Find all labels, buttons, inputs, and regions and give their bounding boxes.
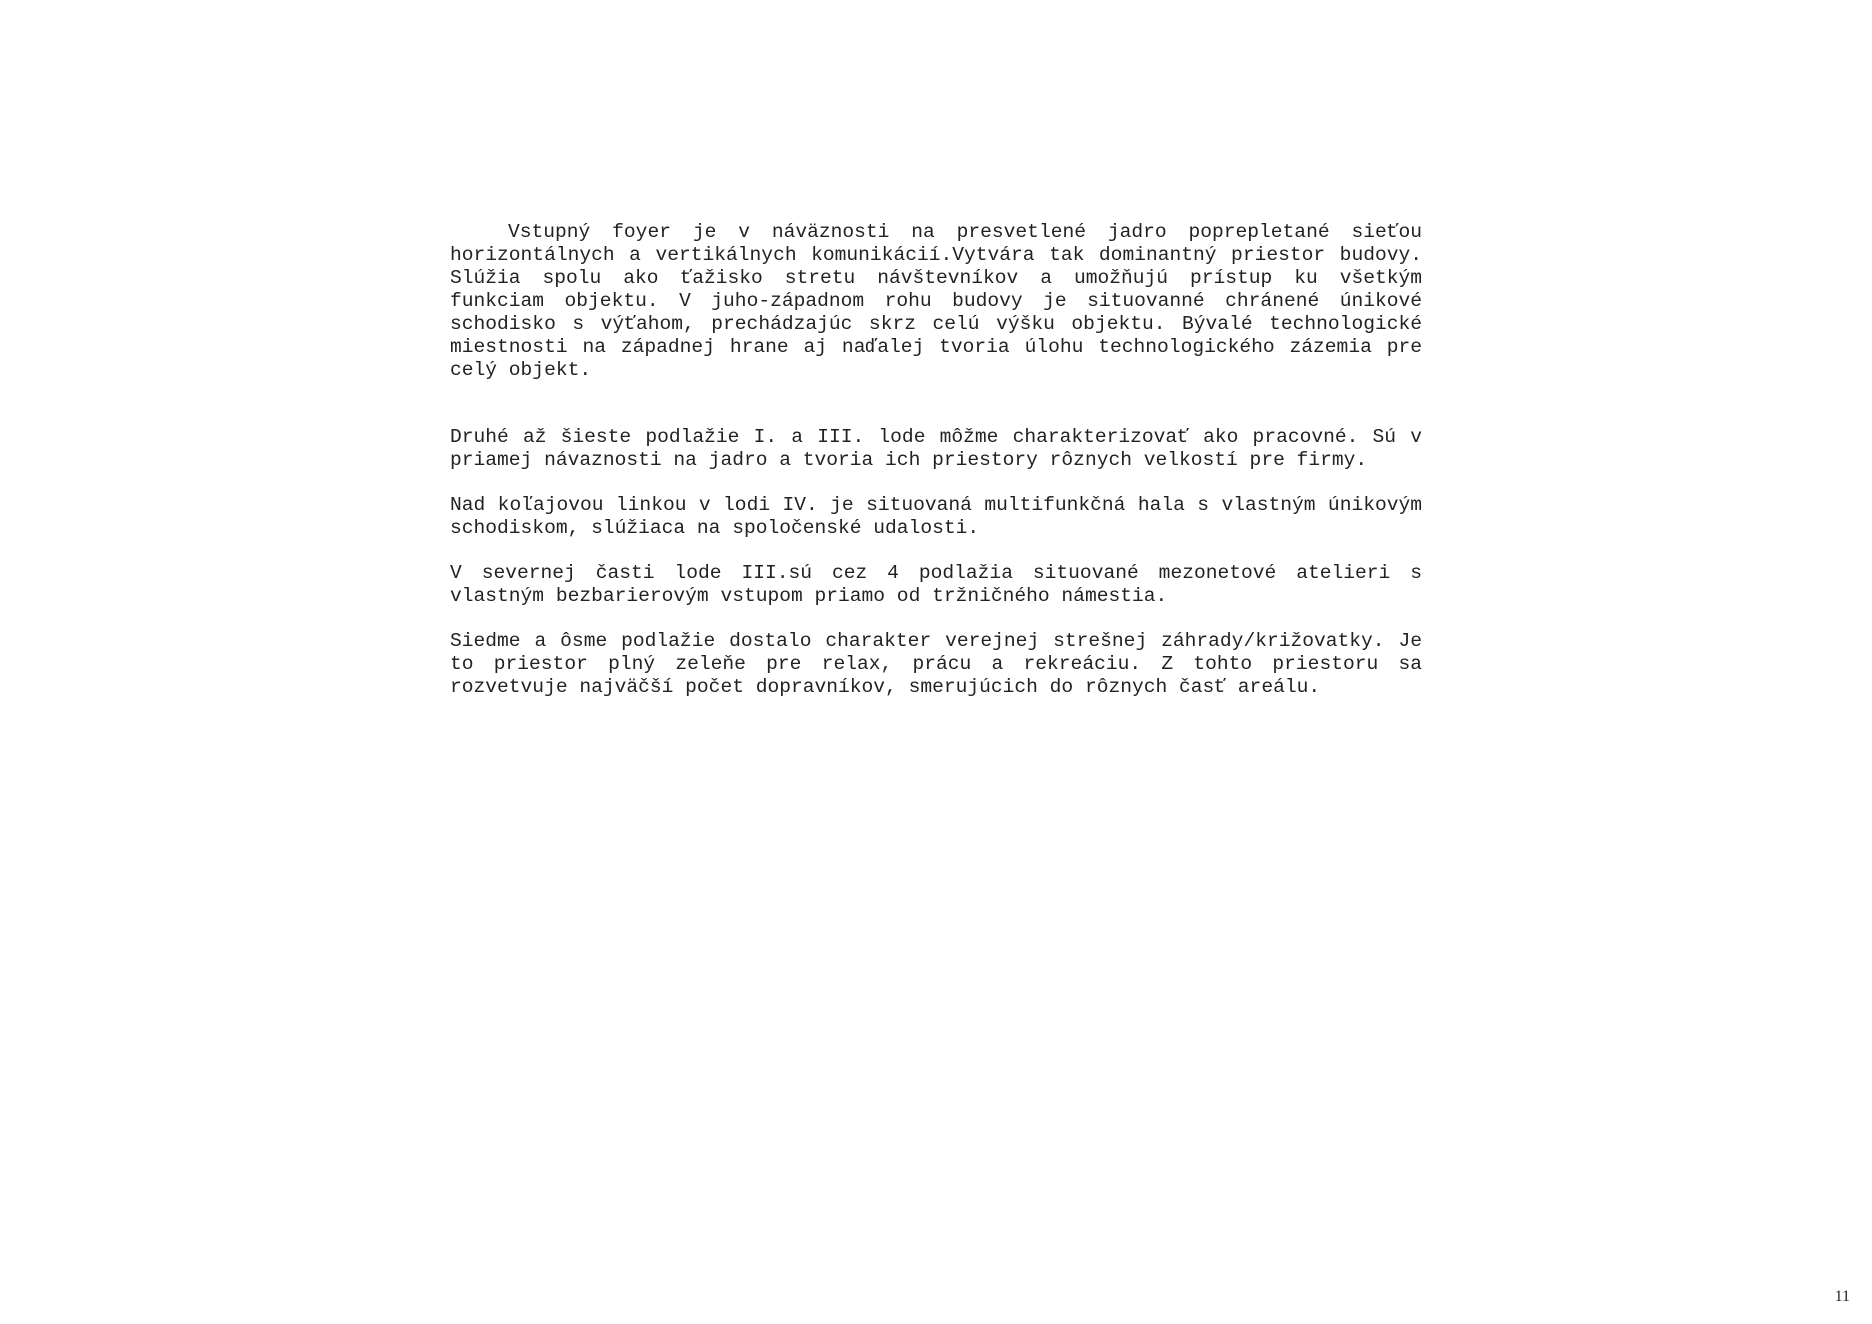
paragraph-foyer: Vstupný foyer je v náväznosti na presvetlené jadro poprepletané sieťou horizontálnych a vertikálnych komunikácií.Vytvára tak dominantný priestor budovy. Slúžia spolu ako ťažisko stretu návštevníkov a umožňujú prístup ku všetkým funkciam objektu. V juho-západnom rohu budovy je situovanné chránené únikové schodisko s výťahom, prechádzajúc skrz celú výšku objektu. Bývalé technologické miestnosti na západnej hrane aj naďalej tvoria úlohu technologického zázemia pre celý objekt. xyxy=(450,221,1422,381)
paragraph-roof-garden: Siedme a ôsme podlažie dostalo charakter verejnej strešnej záhrady/križovatky. Je to priestor plný zeleňe pre relax, prácu a rekreáciu. Z tohto priestoru sa rozvetvuje najväčší počet dopravníkov, smerujúcich do rôznych časť areálu. xyxy=(450,630,1422,698)
paragraph-ateliers: V severnej časti lode III.sú cez 4 podlažia situované mezonetové atelieri s vlastným bezbarierovým vstupom priamo od tržničného námestia. xyxy=(450,562,1422,607)
paragraph-work-floors: Druhé až šieste podlažie I. a III. lode môžme charakterizovať ako pracovné. Sú v priamej návaznosti na jadro a tvoria ich priestory rôznych velkostí pre firmy. xyxy=(450,426,1422,471)
page-number: 11 xyxy=(1834,1288,1850,1305)
paragraph-multifunction-hall: Nad koľajovou linkou v lodi IV. je situovaná multifunkčná hala s vlastným únikovým schodiskom, slúžiaca na spoločenské udalosti. xyxy=(450,494,1422,539)
